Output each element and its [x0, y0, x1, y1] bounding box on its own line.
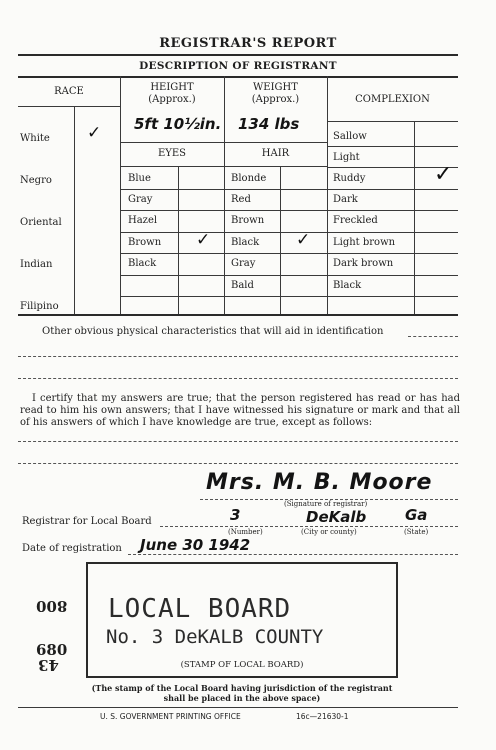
complexion-option-freckled: Freckled — [333, 215, 378, 226]
complexion-check-mark: ✓ — [434, 162, 453, 187]
local-board-label: Registrar for Local Board — [22, 516, 152, 527]
hair-option-gray: Gray — [231, 258, 256, 269]
hair-option-blonde: Blonde — [231, 173, 267, 184]
stamp-caption: (STAMP OF LOCAL BOARD) — [180, 660, 304, 670]
complexion-option-dark-brown: Dark brown — [333, 258, 394, 269]
stamp-box — [86, 562, 398, 678]
weight-header: WEIGHT — [253, 82, 298, 93]
complexion-option-light-brown: Light brown — [333, 237, 396, 248]
date-label: Date of registration — [22, 543, 122, 554]
stamp-line-2: No. 3 DeKALB COUNTY — [106, 626, 324, 648]
stamp-note: (The stamp of the Local Board having jurisdiction of the registrant shall be placed in the above space) — [91, 683, 393, 703]
margin-number: 680 — [36, 641, 68, 659]
height-value: 5ft 10½in. — [134, 115, 222, 133]
exception-line — [18, 463, 458, 464]
eyes-option-black: Black — [128, 258, 157, 269]
race-option-negro: Negro — [20, 175, 52, 186]
complexion-option-light: Light — [333, 152, 360, 163]
race-option-filipino: Filipino — [20, 301, 59, 312]
height-approx: (Approx.) — [148, 94, 196, 105]
number-caption: (Number) — [228, 528, 263, 536]
eyes-option-blue: Blue — [128, 173, 151, 184]
weight-value: 134 lbs — [238, 115, 300, 133]
characteristics-line — [18, 356, 458, 357]
race-option-indian: Indian — [20, 259, 53, 270]
registrar-signature: Mrs. M. B. Moore — [206, 470, 433, 495]
eyes-option-gray: Gray — [128, 194, 153, 205]
weight-approx: (Approx.) — [251, 94, 300, 105]
margin-number: 800 — [36, 597, 68, 615]
city-caption: (City or county) — [301, 528, 357, 536]
hair-option-red: Red — [231, 194, 251, 205]
complexion-option-black: Black — [333, 280, 362, 291]
footer-rule — [18, 707, 458, 708]
hair-option-bald: Bald — [231, 280, 254, 291]
complexion-option-ruddy: Ruddy — [333, 173, 366, 184]
hair-check-mark: ✓ — [296, 230, 311, 250]
race-option-oriental: Oriental — [20, 217, 62, 228]
complexion-header: COMPLEXION — [355, 94, 430, 105]
local-board-number: 3 — [230, 506, 241, 524]
section-subtitle: DESCRIPTION OF REGISTRANT — [139, 60, 337, 72]
exception-line — [18, 441, 458, 442]
hair-option-brown: Brown — [231, 215, 265, 226]
complexion-option-dark: Dark — [333, 194, 358, 205]
local-board-state: Ga — [405, 506, 428, 524]
date-line — [128, 554, 458, 555]
local-board-city: DeKalb — [306, 508, 367, 526]
signature-caption: (Signature of registrar) — [284, 500, 368, 508]
state-caption: (State) — [404, 528, 429, 536]
race-check-mark: ✓ — [87, 123, 102, 143]
height-header: HEIGHT — [150, 82, 194, 93]
date-value: June 30 1942 — [140, 536, 251, 554]
race-header: RACE — [54, 86, 84, 97]
complexion-option-sallow: Sallow — [333, 131, 367, 142]
hair-header: HAIR — [261, 148, 290, 159]
hair-option-black: Black — [231, 237, 260, 248]
certification-text: I certify that my answers are true; that the person registered has read or has had read to him his own answers; that I have witnessed his signature or mark and that all of his answers of which I have knowledge are true, except as follows: — [20, 393, 460, 428]
race-option-white: White — [20, 133, 50, 144]
eyes-header: EYES — [157, 148, 187, 159]
other-characteristics-label: Other obvious physical characteristics that will aid in identification — [42, 326, 384, 337]
characteristics-line — [18, 378, 458, 379]
margin-number: 43 — [38, 656, 59, 674]
eyes-check-mark: ✓ — [196, 230, 211, 250]
page-title: REGISTRAR'S REPORT — [159, 36, 337, 51]
title-rule — [18, 54, 458, 56]
eyes-option-hazel: Hazel — [128, 215, 158, 226]
stamp-line-1: LOCAL BOARD — [108, 594, 292, 624]
table-top-rule — [18, 76, 458, 78]
characteristics-line — [408, 336, 458, 337]
form-number: 16c—21630-1 — [296, 712, 349, 721]
local-board-line — [160, 526, 458, 527]
eyes-option-brown: Brown — [128, 237, 162, 248]
printing-office: U. S. GOVERNMENT PRINTING OFFICE — [100, 712, 241, 721]
